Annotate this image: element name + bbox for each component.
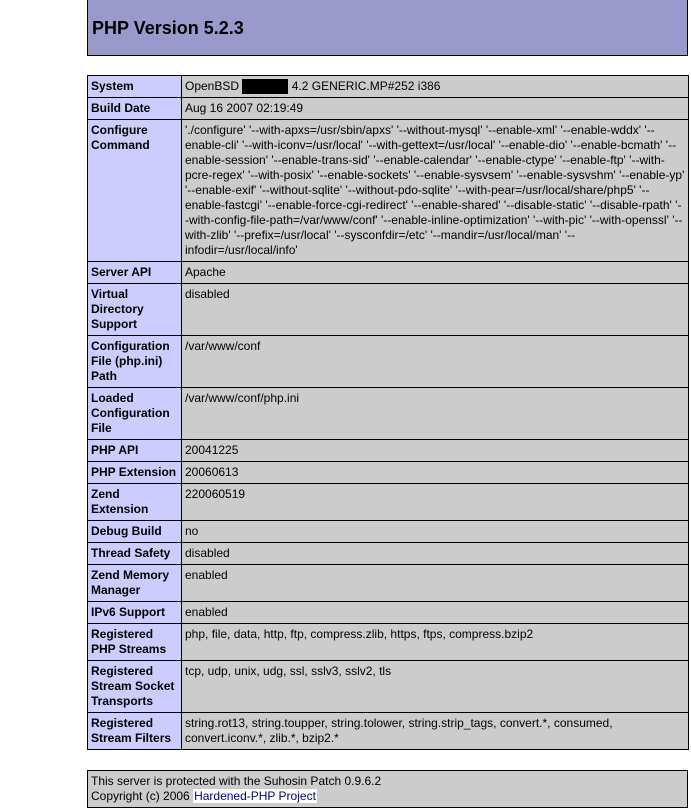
row-value-thread-safety: disabled	[182, 543, 689, 565]
row-value-registered-socket-transports: tcp, udp, unix, udg, ssl, sslv3, sslv2, tls	[182, 661, 689, 713]
row-value-php-api: 20041225	[182, 440, 689, 462]
suhosin-footer	[87, 770, 688, 808]
redacted-hostname	[242, 79, 288, 94]
row-label-registered-stream-filters: Registered Stream Filters	[88, 713, 182, 750]
row-label-config-file-path: Configuration File (php.ini) Path	[88, 336, 182, 388]
table-row	[88, 543, 689, 565]
row-label-server-api: Server API	[88, 262, 182, 284]
row-value-zend-extension: 220060519	[182, 484, 689, 521]
table-row	[88, 661, 689, 713]
row-value-registered-php-streams: php, file, data, http, ftp, compress.zlib, https, ftps, compress.bzip2	[182, 624, 689, 661]
row-label-thread-safety: Thread Safety	[88, 543, 182, 565]
row-value-system	[182, 76, 689, 98]
table-row	[88, 624, 689, 661]
row-label-build-date: Build Date	[88, 98, 182, 120]
table-row	[88, 336, 689, 388]
hardened-php-link[interactable]: Hardened-PHP Project	[194, 789, 316, 803]
table-row	[88, 521, 689, 543]
table-row	[88, 602, 689, 624]
row-label-registered-socket-transports: Registered Stream Socket Transports	[88, 661, 182, 713]
row-label-zend-extension: Zend Extension	[88, 484, 182, 521]
phpinfo-page	[87, 0, 688, 808]
row-label-debug-build: Debug Build	[88, 521, 182, 543]
table-row	[88, 284, 689, 336]
table-row	[88, 262, 689, 284]
table-row	[88, 98, 689, 120]
row-label-loaded-config-file: Loaded Configuration File	[88, 388, 182, 440]
info-table	[87, 75, 689, 750]
table-row	[88, 76, 689, 98]
table-row	[88, 462, 689, 484]
row-value-virtual-directory-support: disabled	[182, 284, 689, 336]
copyright-text: Copyright (c) 2006	[91, 789, 190, 803]
version-header	[87, 0, 688, 56]
copyright-line	[91, 789, 684, 804]
row-value-config-file-path: /var/www/conf	[182, 336, 689, 388]
row-label-ipv6-support: IPv6 Support	[88, 602, 182, 624]
row-label-php-api: PHP API	[88, 440, 182, 462]
table-row	[88, 388, 689, 440]
suhosin-notice: This server is protected with the Suhosin Patch 0.9.6.2	[91, 774, 382, 788]
table-row	[88, 120, 689, 262]
row-label-registered-php-streams: Registered PHP Streams	[88, 624, 182, 661]
row-label-zend-memory-manager: Zend Memory Manager	[88, 565, 182, 602]
row-value-configure-command: './configure' '--with-apxs=/usr/sbin/apxs' '--without-mysql' '--enable-xml' '--enable-wddx' '--enable-cli' '--with-iconv=/usr/local' '--with-gettext=/usr/local' '--enable-dio' '--enable-bcmath' '--enable-session' '--enable-trans-sid' '--enable-calendar' '--enable-ctype' '--enable-ftp' '--with-pcre-regex' '--with-posix' '--enable-sockets' '--enable-sysvsem' '--enable-sysvshm' '--enable-yp' '--enable-exif' '--without-sqlite' '--without-pdo-sqlite' '--with-pear=/usr/local/share/php5' '--enable-fastcgi' '--enable-force-cgi-redirect' '--enable-shared' '--disable-static' '--disable-rpath' '--with-config-file-path=/var/www/conf' '--enable-inline-optimization' '--with-pic' '--with-openssl' '--with-zlib' '--prefix=/usr/local' '--sysconfdir=/etc' '--mandir=/usr/local/man' '--infodir=/usr/local/info'	[182, 120, 689, 262]
row-value-debug-build: no	[182, 521, 689, 543]
row-value-loaded-config-file: /var/www/conf/php.ini	[182, 388, 689, 440]
table-row	[88, 565, 689, 602]
row-label-virtual-directory-support: Virtual Directory Support	[88, 284, 182, 336]
system-os: OpenBSD	[185, 79, 240, 93]
footer-cell	[88, 771, 688, 808]
table-row	[88, 484, 689, 521]
row-value-server-api: Apache	[182, 262, 689, 284]
row-value-build-date: Aug 16 2007 02:19:49	[182, 98, 689, 120]
system-kernel: 4.2 GENERIC.MP#252 i386	[291, 79, 441, 93]
row-value-php-extension: 20060613	[182, 462, 689, 484]
page-title: PHP Version 5.2.3	[92, 18, 244, 38]
table-row	[88, 713, 689, 750]
row-value-zend-memory-manager: enabled	[182, 565, 689, 602]
row-label-system: System	[88, 76, 182, 98]
table-row	[88, 440, 689, 462]
row-label-configure-command: Configure Command	[88, 120, 182, 262]
row-value-ipv6-support: enabled	[182, 602, 689, 624]
row-value-registered-stream-filters: string.rot13, string.toupper, string.tolower, string.strip_tags, convert.*, consumed, convert.iconv.*, zlib.*, bzip2.*	[182, 713, 689, 750]
row-label-php-extension: PHP Extension	[88, 462, 182, 484]
